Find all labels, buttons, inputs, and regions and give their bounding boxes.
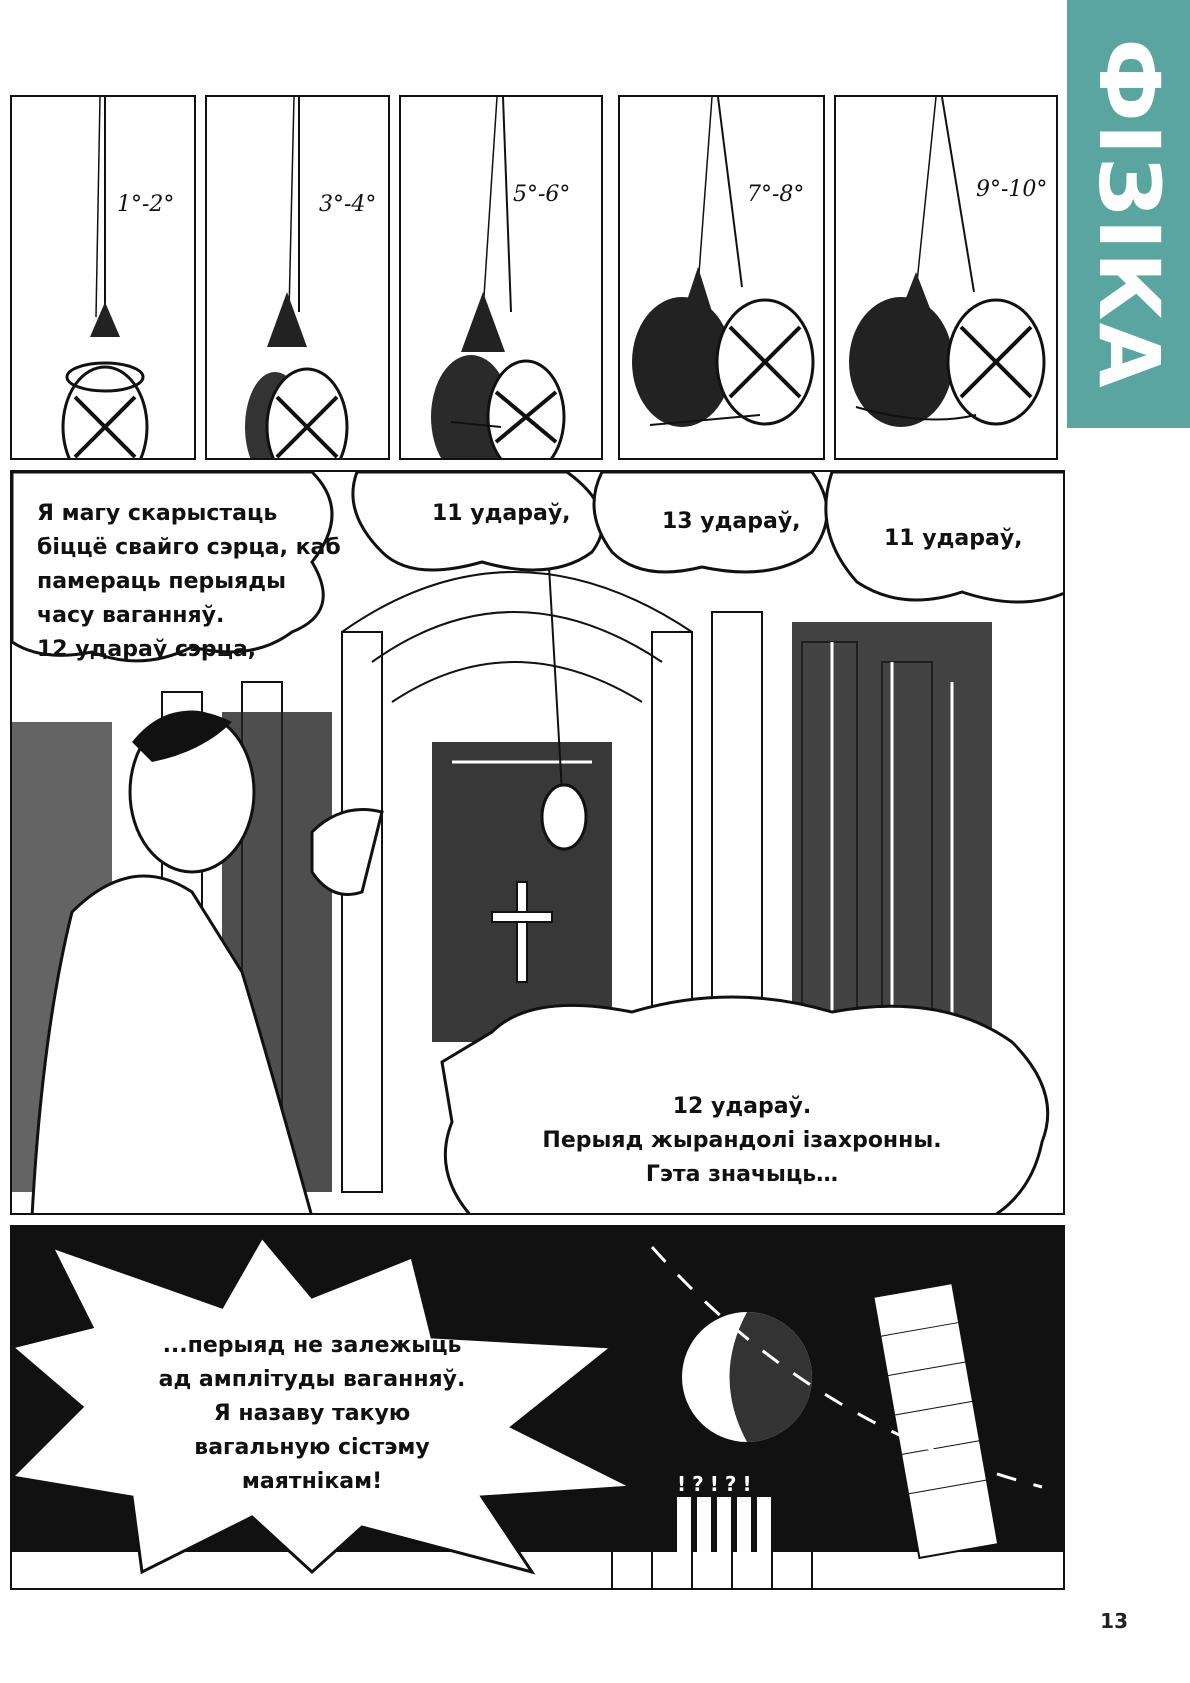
narration-line: біццё свайго сэрца, каб	[37, 535, 341, 560]
exclamation-line: вагальную сістэму	[194, 1435, 430, 1460]
conclusion-bubble	[542, 1090, 942, 1192]
pendulum-panel-1	[10, 95, 196, 460]
pendulum-panel-2	[205, 95, 390, 460]
chandelier-drawing	[836, 97, 1058, 460]
angle-label: 3°-4°	[319, 192, 377, 217]
narration-line: Я магу скарыстаць	[37, 501, 278, 526]
exclamation-line: маятнікам!	[241, 1469, 383, 1494]
beat-count-bubble-3: 11 удараў,	[884, 526, 1023, 551]
chandelier-drawing	[620, 97, 825, 460]
pendulum-panel-3	[399, 95, 603, 460]
angle-label: 7°-8°	[747, 182, 805, 207]
angle-label: 9°-10°	[976, 177, 1048, 202]
chandelier-drawing	[12, 97, 196, 460]
pendulum-panel-4	[618, 95, 825, 460]
narration-line: часу ваганняў.	[37, 603, 225, 628]
chandelier-drawing	[207, 97, 390, 460]
exclamation-line: Я назаву такую	[213, 1401, 411, 1426]
beat-count-bubble-1: 11 удараў,	[432, 501, 571, 526]
narration-bubble	[37, 497, 341, 667]
night-panel	[10, 1225, 1065, 1590]
narration-line: 12 удараў сэрца,	[37, 637, 257, 662]
angle-label: 1°-2°	[117, 192, 175, 217]
subject-tab	[1067, 0, 1190, 428]
chandelier-drawing	[401, 97, 603, 460]
angle-label: 5°-6°	[513, 182, 571, 207]
conclusion-line: Перыяд жырандолі ізахронны.	[542, 1128, 942, 1153]
cathedral-panel	[10, 470, 1065, 1215]
crowd-marks: !?!?!	[677, 1472, 758, 1496]
beat-count-bubble-2: 13 удараў,	[662, 509, 801, 534]
narration-line: памераць перыяды	[37, 569, 286, 594]
conclusion-line: 12 удараў.	[672, 1094, 812, 1119]
exclamation-bubble	[147, 1329, 477, 1499]
exclamation-line: ад амплітуды ваганняў.	[158, 1367, 466, 1392]
subject-label: ФІЗІКА	[1079, 38, 1178, 390]
exclamation-line: ...перыяд не залежыць	[162, 1333, 462, 1358]
page-number: 13	[1100, 1609, 1128, 1633]
conclusion-line: Гэта значыць…	[645, 1162, 839, 1187]
pendulum-panel-5	[834, 95, 1058, 460]
